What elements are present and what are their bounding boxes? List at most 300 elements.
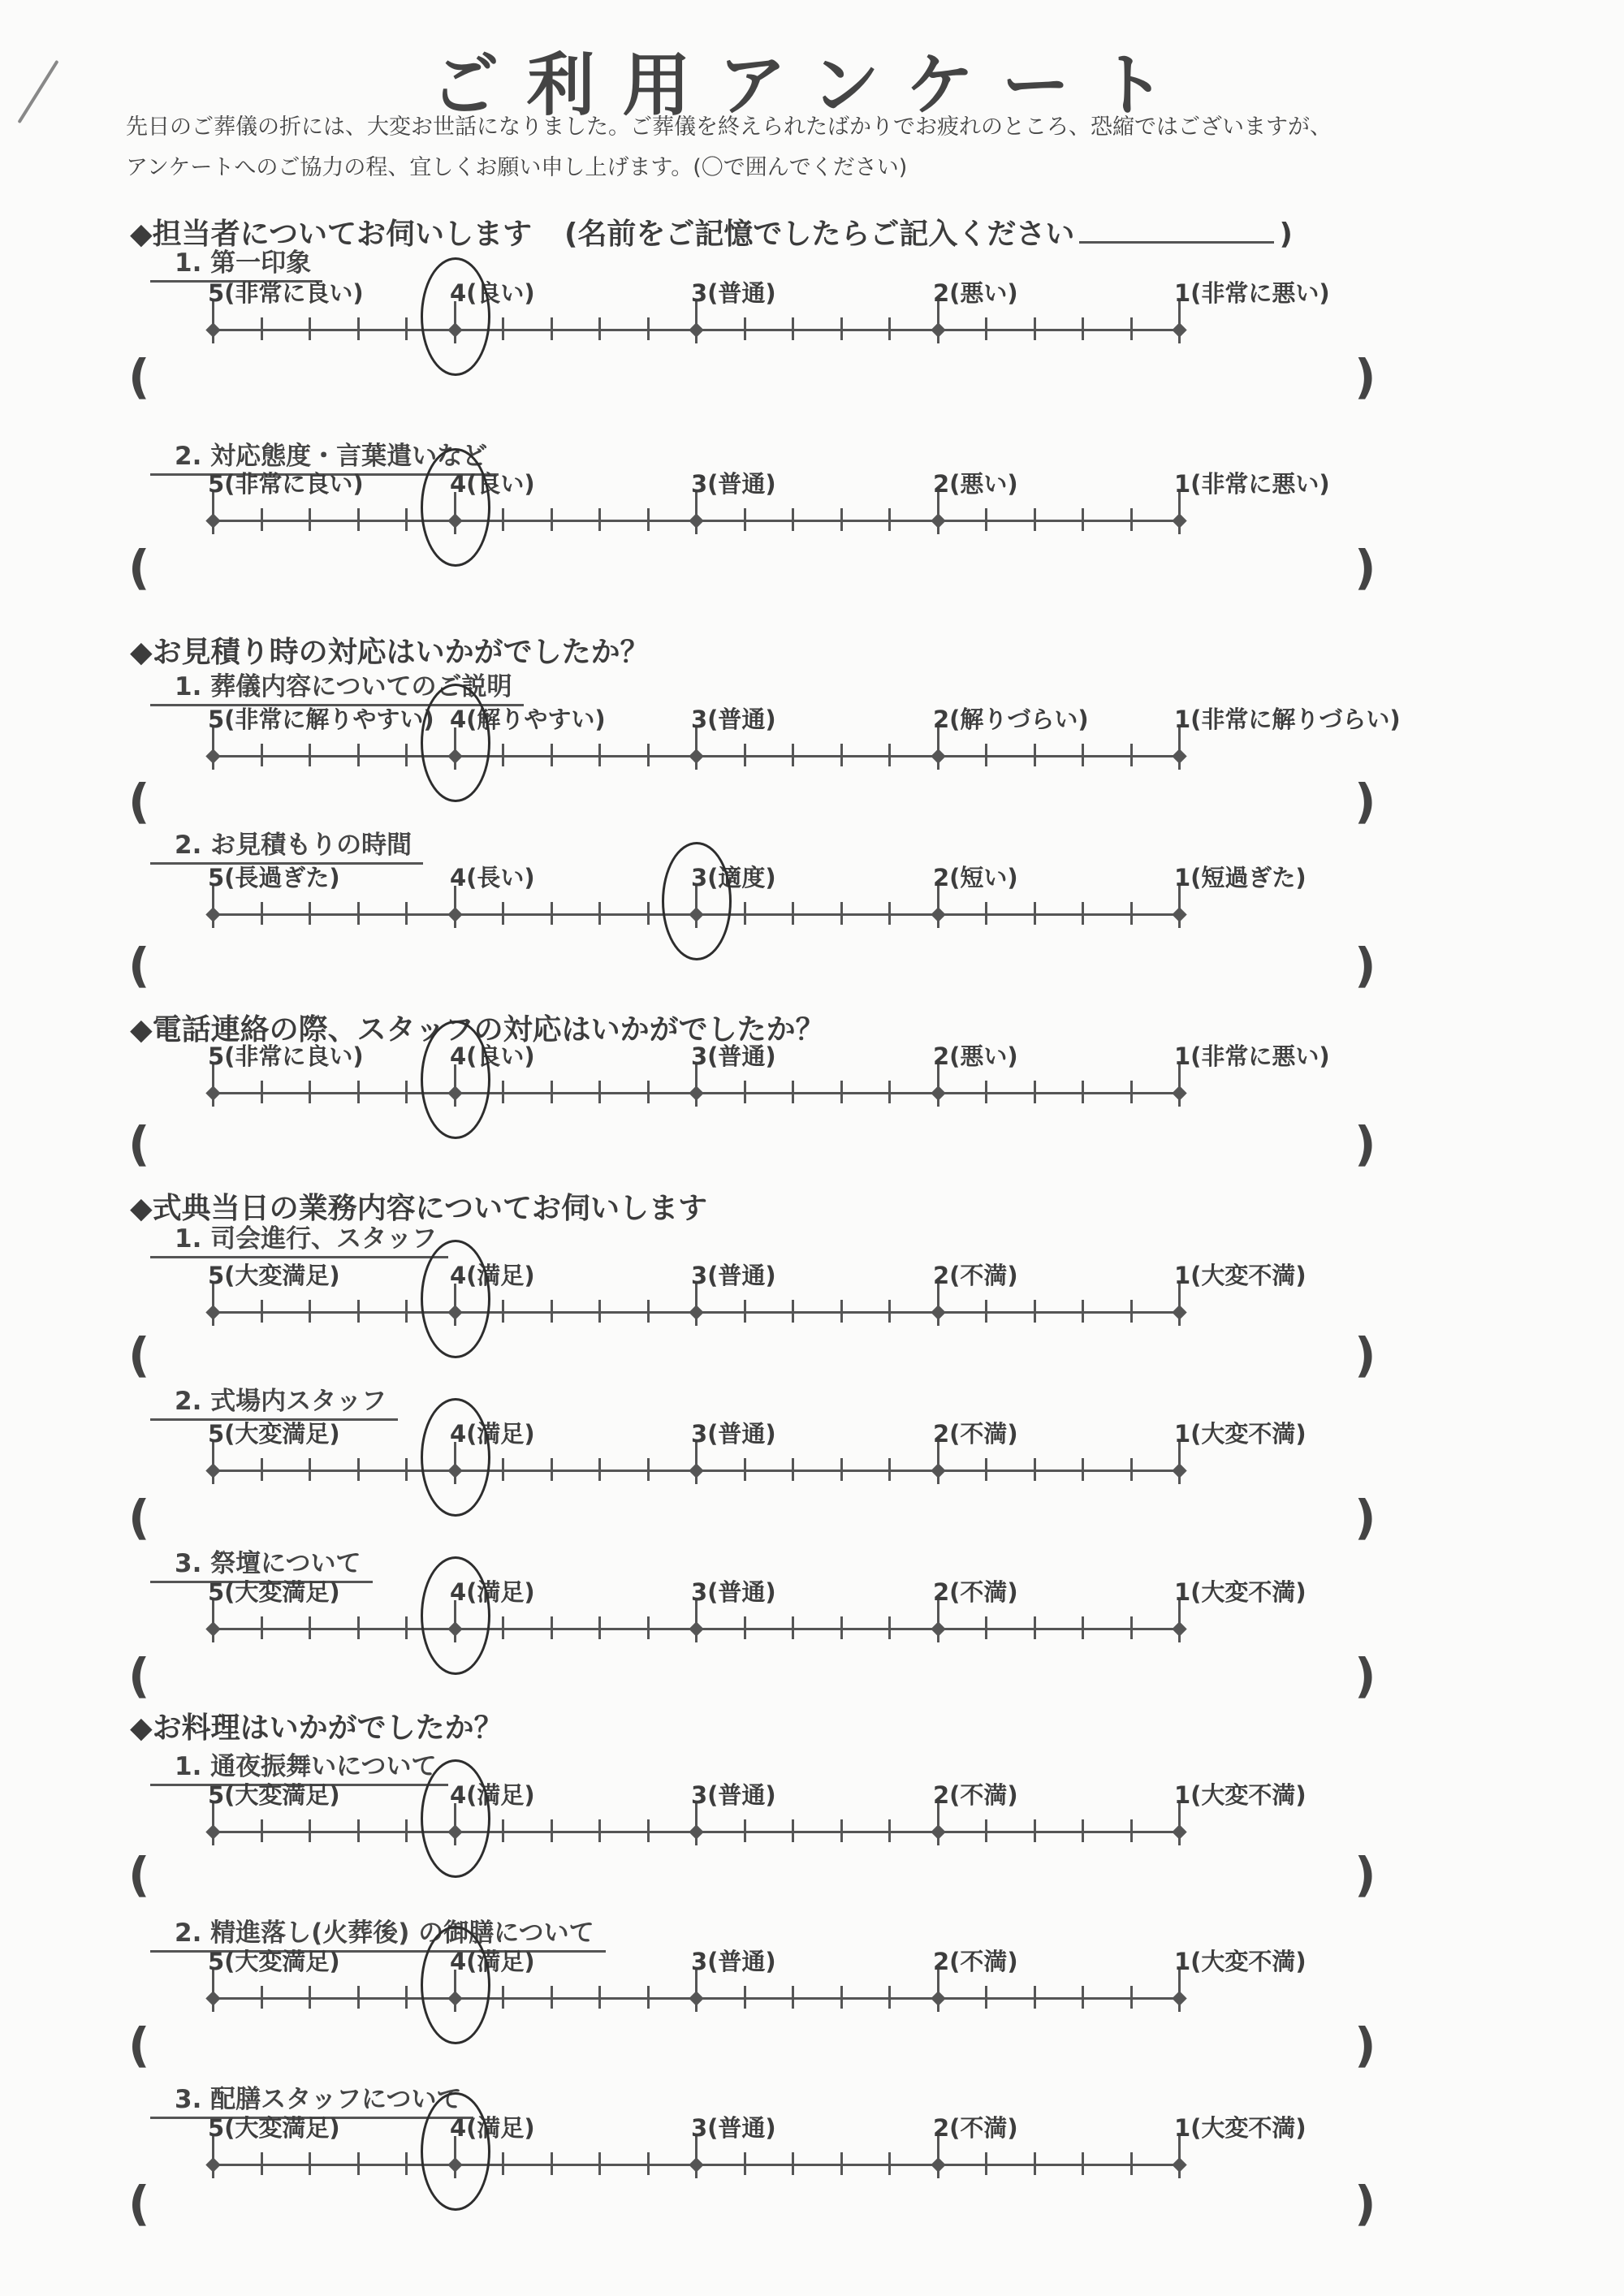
rating-point-2[interactable]: [931, 1824, 945, 1839]
scale-minor-tick: [744, 508, 746, 531]
scale-label-2: 2(不満): [933, 2114, 1018, 2142]
section-heading-text: ◆電話連絡の際、スタッフの対応はいかがでしたか？: [130, 1013, 825, 1047]
section-heading-text: ◆式典当日の業務内容についてお伺いします: [130, 1192, 707, 1225]
scale-minor-tick: [405, 1458, 408, 1481]
scale-minor-tick: [647, 1300, 650, 1323]
rating-point-2[interactable]: [931, 1991, 945, 2005]
intro-line-2: アンケートへのご協力の程、宜しくお願い申し上げます。(〇で囲んでください): [126, 155, 908, 180]
scale-minor-tick: [261, 317, 263, 340]
scale-minor-tick: [357, 1081, 360, 1103]
scale-minor-tick: [1034, 1819, 1036, 1842]
scale-minor-tick: [309, 1819, 311, 1842]
scale-minor-tick: [840, 744, 843, 766]
scale-minor-tick: [551, 1300, 553, 1323]
scale-minor-tick: [744, 744, 746, 766]
scale-minor-tick: [647, 1819, 650, 1842]
scale-minor-tick: [792, 1300, 794, 1323]
scale-minor-tick: [261, 1986, 263, 2009]
scale-minor-tick: [357, 1819, 360, 1842]
scale-minor-tick: [840, 1458, 843, 1481]
scale-minor-tick: [888, 1819, 891, 1842]
scale-minor-tick: [502, 1081, 504, 1103]
scale-minor-tick: [840, 2152, 843, 2175]
scale-minor-tick: [1082, 2152, 1084, 2175]
scale-label-3: 3(普通): [691, 1042, 776, 1070]
question-title: 3. 配膳スタッフについて: [150, 2078, 473, 2119]
comment-open-bracket: (: [128, 1116, 150, 1172]
rating-point-5[interactable]: [205, 907, 220, 921]
scale-minor-tick: [502, 2152, 504, 2175]
rating-point-5[interactable]: [205, 1621, 220, 1636]
scale-label-3: 3(普通): [691, 279, 776, 307]
selected-choice-circle: [421, 1926, 490, 2044]
scale-minor-tick: [502, 508, 504, 531]
scale-minor-tick: [985, 1081, 987, 1103]
rating-point-2[interactable]: [931, 1621, 945, 1636]
scale-minor-tick: [840, 1300, 843, 1323]
scale-minor-tick: [502, 317, 504, 340]
scale-minor-tick: [357, 1986, 360, 2009]
selected-choice-circle: [421, 2092, 490, 2211]
scale-minor-tick: [985, 902, 987, 925]
scale-minor-tick: [551, 1458, 553, 1481]
scale-minor-tick: [1082, 317, 1084, 340]
scale-label-1: 1(大変不満): [1174, 1420, 1307, 1448]
scale-label-5: 5(非常に良い): [208, 470, 364, 498]
rating-point-2[interactable]: [931, 513, 945, 528]
scale-label-5: 5(非常に解りやすい): [208, 706, 434, 733]
rating-point-2[interactable]: [931, 907, 945, 921]
scale-minor-tick: [1034, 1616, 1036, 1639]
scale-minor-tick: [744, 1819, 746, 1842]
scale-minor-tick: [792, 508, 794, 531]
scale-label-3: 3(普通): [691, 1948, 776, 1975]
scale-minor-tick: [502, 1819, 504, 1842]
scale-minor-tick: [1034, 2152, 1036, 2175]
scale-minor-tick: [598, 1616, 601, 1639]
scale-minor-tick: [1034, 317, 1036, 340]
scale-label-4: 4(解りやすい): [450, 706, 606, 733]
scale-minor-tick: [792, 744, 794, 766]
scale-label-4: 4(良い): [450, 279, 535, 307]
rating-point-1[interactable]: [1172, 1991, 1186, 2005]
scale-minor-tick: [1130, 1300, 1133, 1323]
scale-minor-tick: [1130, 902, 1133, 925]
scale-minor-tick: [647, 508, 650, 531]
rating-point-3[interactable]: [689, 513, 703, 528]
selected-choice-circle: [662, 842, 732, 960]
scale-minor-tick: [551, 2152, 553, 2175]
scale-label-1: 1(非常に悪い): [1174, 470, 1330, 498]
rating-point-1[interactable]: [1172, 322, 1186, 337]
scale-label-3: 3(適度): [691, 864, 776, 891]
comment-open-bracket: (: [128, 1648, 150, 1703]
scale-label-4: 4(満足): [450, 1781, 535, 1809]
scale-minor-tick: [598, 508, 601, 531]
page-title: ご利用アンケート: [430, 45, 1194, 125]
scale-minor-tick: [792, 1458, 794, 1481]
comment-close-bracket: ): [1354, 1648, 1376, 1703]
selected-choice-circle: [421, 448, 490, 567]
scale-label-3: 3(普通): [691, 470, 776, 498]
scale-minor-tick: [888, 1081, 891, 1103]
scale-minor-tick: [1130, 1458, 1133, 1481]
scale-label-2: 2(解りづらい): [933, 706, 1089, 733]
scale-minor-tick: [888, 1458, 891, 1481]
rating-point-1[interactable]: [1172, 1621, 1186, 1636]
scale-minor-tick: [1082, 508, 1084, 531]
scale-minor-tick: [888, 508, 891, 531]
scale-label-3: 3(普通): [691, 1781, 776, 1809]
scale-minor-tick: [840, 1081, 843, 1103]
rating-point-1[interactable]: [1172, 1463, 1186, 1478]
scale-minor-tick: [985, 508, 987, 531]
scale-minor-tick: [551, 1819, 553, 1842]
scale-minor-tick: [985, 744, 987, 766]
rating-point-5[interactable]: [205, 2157, 220, 2172]
scale-minor-tick: [1082, 1819, 1084, 1842]
scale-minor-tick: [551, 744, 553, 766]
scale-minor-tick: [1034, 1300, 1036, 1323]
comment-close-bracket: ): [1354, 938, 1376, 993]
scale-minor-tick: [1034, 1458, 1036, 1481]
scale-minor-tick: [309, 1458, 311, 1481]
scale-minor-tick: [647, 1986, 650, 2009]
comment-open-bracket: (: [128, 2018, 150, 2073]
scale-minor-tick: [888, 317, 891, 340]
scale-minor-tick: [502, 1300, 504, 1323]
scale-label-2: 2(悪い): [933, 279, 1018, 307]
scale-minor-tick: [647, 902, 650, 925]
scale-label-2: 2(不満): [933, 1948, 1018, 1975]
comment-open-bracket: (: [128, 2176, 150, 2231]
rating-point-2[interactable]: [931, 1305, 945, 1319]
scale-minor-tick: [357, 902, 360, 925]
rating-point-3[interactable]: [689, 749, 703, 763]
scale-label-2: 2(不満): [933, 1578, 1018, 1606]
scale-minor-tick: [888, 902, 891, 925]
scale-label-3: 3(普通): [691, 706, 776, 733]
rating-point-1[interactable]: [1172, 1085, 1186, 1100]
selected-choice-circle: [421, 1021, 490, 1139]
scale-minor-tick: [261, 1616, 263, 1639]
question-title: 2. お見積もりの時間: [150, 824, 423, 865]
question-title: 1. 通夜振舞いについて: [150, 1746, 448, 1786]
scale-minor-tick: [405, 2152, 408, 2175]
scale-minor-tick: [985, 1458, 987, 1481]
scale-minor-tick: [1034, 744, 1036, 766]
scale-minor-tick: [1130, 1081, 1133, 1103]
scale-minor-tick: [1034, 1986, 1036, 2009]
rating-point-2[interactable]: [931, 2157, 945, 2172]
rating-point-5[interactable]: [205, 1085, 220, 1100]
scale-label-5: 5(長過ぎた): [208, 864, 340, 891]
scale-label-5: 5(大変満足): [208, 1948, 340, 1975]
scale-minor-tick: [1082, 1458, 1084, 1481]
scale-label-5: 5(非常に良い): [208, 279, 364, 307]
rating-point-3[interactable]: [689, 1621, 703, 1636]
scale-minor-tick: [744, 2152, 746, 2175]
scale-minor-tick: [309, 1300, 311, 1323]
scale-minor-tick: [1130, 508, 1133, 531]
rating-point-3[interactable]: [689, 1085, 703, 1100]
scale-minor-tick: [647, 1081, 650, 1103]
scale-minor-tick: [1082, 744, 1084, 766]
rating-point-3[interactable]: [689, 1463, 703, 1478]
scale-minor-tick: [309, 1616, 311, 1639]
question-title: 1. 司会進行、スタッフ: [150, 1218, 448, 1258]
scale-minor-tick: [598, 1819, 601, 1842]
scale-minor-tick: [888, 744, 891, 766]
comment-close-bracket: ): [1354, 349, 1376, 404]
scale-minor-tick: [502, 1616, 504, 1639]
staff-name-field[interactable]: [1079, 217, 1274, 244]
scale-minor-tick: [551, 902, 553, 925]
scale-label-3: 3(普通): [691, 2114, 776, 2142]
scale-minor-tick: [1130, 317, 1133, 340]
scale-minor-tick: [985, 1616, 987, 1639]
scale-minor-tick: [261, 1081, 263, 1103]
scale-minor-tick: [261, 1819, 263, 1842]
scale-minor-tick: [405, 1819, 408, 1842]
scale-minor-tick: [405, 1081, 408, 1103]
scale-label-4: 4(満足): [450, 1262, 535, 1289]
section-heading: [130, 629, 650, 671]
rating-point-5[interactable]: [205, 1824, 220, 1839]
scale-minor-tick: [792, 1819, 794, 1842]
selected-choice-circle: [421, 1556, 490, 1675]
scale-minor-tick: [551, 1081, 553, 1103]
scale-minor-tick: [647, 744, 650, 766]
scale-label-5: 5(大変満足): [208, 1420, 340, 1448]
intro-line-1: 先日のご葬儀の折には、大変お世話になりました。ご葬儀を終えられたばかりでお疲れのところ、恐縮ではございますが、: [126, 114, 1332, 140]
scale-minor-tick: [405, 744, 408, 766]
scale-minor-tick: [598, 902, 601, 925]
scale-minor-tick: [405, 902, 408, 925]
rating-point-3[interactable]: [689, 322, 703, 337]
comment-open-bracket: (: [128, 1847, 150, 1902]
scale-label-2: 2(不満): [933, 1420, 1018, 1448]
scale-minor-tick: [792, 902, 794, 925]
scale-minor-tick: [647, 1458, 650, 1481]
rating-point-2[interactable]: [931, 1463, 945, 1478]
scale-minor-tick: [261, 1458, 263, 1481]
scale-minor-tick: [744, 1300, 746, 1323]
scale-label-2: 2(不満): [933, 1781, 1018, 1809]
scale-label-1: 1(非常に悪い): [1174, 1042, 1330, 1070]
scale-label-5: 5(大変満足): [208, 1262, 340, 1289]
scale-minor-tick: [357, 1616, 360, 1639]
comment-close-bracket: ): [1354, 540, 1376, 595]
scale-minor-tick: [309, 744, 311, 766]
scale-label-4: 4(満足): [450, 1420, 535, 1448]
rating-point-1[interactable]: [1172, 907, 1186, 921]
scale-label-1: 1(大変不満): [1174, 2114, 1307, 2142]
scale-minor-tick: [309, 1986, 311, 2009]
section-heading: [130, 1705, 503, 1746]
rating-point-4[interactable]: [447, 907, 462, 921]
scale-minor-tick: [598, 2152, 601, 2175]
scale-minor-tick: [1034, 508, 1036, 531]
scale-minor-tick: [261, 2152, 263, 2175]
question-title: 2. 対応態度・言葉遣いなど: [150, 435, 499, 476]
scale-label-5: 5(大変満足): [208, 1781, 340, 1809]
scale-label-2: 2(悪い): [933, 470, 1018, 498]
scale-minor-tick: [985, 1819, 987, 1842]
scale-minor-tick: [1130, 1616, 1133, 1639]
rating-point-2[interactable]: [931, 749, 945, 763]
rating-point-2[interactable]: [931, 322, 945, 337]
scale-minor-tick: [888, 1986, 891, 2009]
scale-minor-tick: [1130, 744, 1133, 766]
rating-point-3[interactable]: [689, 1305, 703, 1319]
scale-minor-tick: [502, 744, 504, 766]
scale-minor-tick: [840, 508, 843, 531]
scale-minor-tick: [261, 744, 263, 766]
comment-close-bracket: ): [1354, 1490, 1376, 1545]
scale-minor-tick: [309, 1081, 311, 1103]
rating-point-3[interactable]: [689, 2157, 703, 2172]
scale-minor-tick: [792, 1616, 794, 1639]
scale-minor-tick: [792, 2152, 794, 2175]
section-heading-text: ◆担当者についてお伺いします: [130, 218, 532, 251]
question-title: 3. 祭壇について: [150, 1543, 373, 1583]
comment-open-bracket: (: [128, 540, 150, 595]
scale-minor-tick: [1130, 1819, 1133, 1842]
scale-minor-tick: [357, 744, 360, 766]
rating-point-1[interactable]: [1172, 2157, 1186, 2172]
scale-minor-tick: [744, 1616, 746, 1639]
rating-point-2[interactable]: [931, 1085, 945, 1100]
rating-point-5[interactable]: [205, 1305, 220, 1319]
rating-point-1[interactable]: [1172, 749, 1186, 763]
scale-minor-tick: [792, 1081, 794, 1103]
scale-label-2: 2(悪い): [933, 1042, 1018, 1070]
scale-label-1: 1(大変不満): [1174, 1262, 1307, 1289]
scale-minor-tick: [888, 1616, 891, 1639]
scale-minor-tick: [744, 902, 746, 925]
comment-open-bracket: (: [128, 938, 150, 993]
scale-label-5: 5(大変満足): [208, 2114, 340, 2142]
question-title: 1. 第一印象: [150, 242, 322, 283]
rating-point-5[interactable]: [205, 749, 220, 763]
scale-minor-tick: [309, 2152, 311, 2175]
scale-minor-tick: [1034, 902, 1036, 925]
scale-minor-tick: [309, 508, 311, 531]
comment-close-bracket: ): [1354, 774, 1376, 829]
scale-minor-tick: [840, 1819, 843, 1842]
selected-choice-circle: [421, 1398, 490, 1517]
scale-minor-tick: [405, 1300, 408, 1323]
rating-point-3[interactable]: [689, 1824, 703, 1839]
scale-minor-tick: [647, 317, 650, 340]
scale-minor-tick: [551, 317, 553, 340]
scale-minor-tick: [792, 317, 794, 340]
scale-minor-tick: [985, 317, 987, 340]
comment-close-bracket: ): [1354, 1847, 1376, 1902]
question-title: 2. 精進落し(火葬後) の御膳について: [150, 1912, 606, 1953]
rating-point-1[interactable]: [1172, 1305, 1186, 1319]
scale-minor-tick: [261, 1300, 263, 1323]
comment-open-bracket: (: [128, 1490, 150, 1545]
scale-minor-tick: [840, 317, 843, 340]
scale-minor-tick: [261, 508, 263, 531]
scale-label-1: 1(大変不満): [1174, 1948, 1307, 1975]
rating-point-5[interactable]: [205, 322, 220, 337]
scale-minor-tick: [647, 1616, 650, 1639]
comment-close-bracket: ): [1354, 1116, 1376, 1172]
scale-label-1: 1(短過ぎた): [1174, 864, 1307, 891]
section-heading-text: ◆お見積り時の対応はいかがでしたか？: [130, 636, 650, 669]
rating-point-1[interactable]: [1172, 1824, 1186, 1839]
scale-minor-tick: [985, 1300, 987, 1323]
scale-label-4: 4(満足): [450, 1578, 535, 1606]
scale-minor-tick: [309, 317, 311, 340]
scale-minor-tick: [551, 1616, 553, 1639]
scale-minor-tick: [502, 1458, 504, 1481]
rating-point-5[interactable]: [205, 1463, 220, 1478]
scale-minor-tick: [502, 1986, 504, 2009]
scale-minor-tick: [551, 508, 553, 531]
scale-minor-tick: [405, 317, 408, 340]
scale-minor-tick: [309, 902, 311, 925]
scale-minor-tick: [744, 1986, 746, 2009]
scale-minor-tick: [1082, 1300, 1084, 1323]
scale-label-4: 4(満足): [450, 1948, 535, 1975]
scale-label-4: 4(満足): [450, 2114, 535, 2142]
staff-name-note: (名前をご記憶でしたらご記入ください: [564, 218, 1075, 251]
scale-minor-tick: [598, 1986, 601, 2009]
scale-minor-tick: [985, 1986, 987, 2009]
scale-label-1: 1(非常に解りづらい): [1174, 706, 1401, 733]
scale-label-2: 2(短い): [933, 864, 1018, 891]
scale-minor-tick: [1082, 902, 1084, 925]
scale-minor-tick: [598, 1458, 601, 1481]
scale-minor-tick: [1082, 1081, 1084, 1103]
rating-point-1[interactable]: [1172, 513, 1186, 528]
scale-minor-tick: [598, 1300, 601, 1323]
scale-label-4: 4(良い): [450, 1042, 535, 1070]
scale-label-3: 3(普通): [691, 1262, 776, 1289]
scale-minor-tick: [261, 902, 263, 925]
scale-minor-tick: [598, 317, 601, 340]
scale-label-4: 4(長い): [450, 864, 535, 891]
scale-minor-tick: [744, 1458, 746, 1481]
scale-minor-tick: [840, 1616, 843, 1639]
comment-open-bracket: (: [128, 774, 150, 829]
scale-label-3: 3(普通): [691, 1578, 776, 1606]
scale-minor-tick: [598, 1081, 601, 1103]
scale-minor-tick: [598, 744, 601, 766]
rating-point-5[interactable]: [205, 1991, 220, 2005]
selected-choice-circle: [421, 1759, 490, 1878]
rating-point-5[interactable]: [205, 513, 220, 528]
scale-minor-tick: [647, 2152, 650, 2175]
selected-choice-circle: [421, 1240, 490, 1358]
scale-minor-tick: [357, 508, 360, 531]
comment-close-bracket: ): [1354, 2018, 1376, 2073]
scale-minor-tick: [840, 1986, 843, 2009]
scale-minor-tick: [502, 902, 504, 925]
rating-point-3[interactable]: [689, 1991, 703, 2005]
scale-minor-tick: [357, 1300, 360, 1323]
scale-minor-tick: [405, 508, 408, 531]
scale-label-2: 2(不満): [933, 1262, 1018, 1289]
scale-label-1: 1(大変不満): [1174, 1781, 1307, 1809]
scale-label-5: 5(非常に良い): [208, 1042, 364, 1070]
scale-minor-tick: [551, 1986, 553, 2009]
scale-minor-tick: [405, 1616, 408, 1639]
